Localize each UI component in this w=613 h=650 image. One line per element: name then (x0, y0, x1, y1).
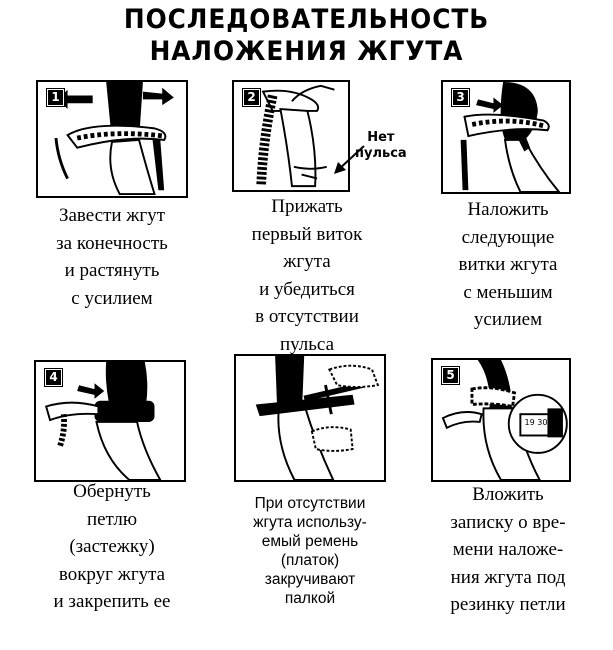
no-pulse-label: Нет пульса (355, 130, 407, 161)
step-5-caption: Вложить записку о вре- мени наложе- ния жгута под резинку петли (450, 484, 566, 615)
step-4-illustration (34, 360, 186, 482)
step-4-caption: Обернуть петлю (застежку) вокруг жгута и закрепить ее (53, 481, 171, 612)
step-2-caption: Прижать первый виток жгута и убедиться в отсутствии пульса (251, 196, 363, 355)
step-3-caption: Наложить следующие витки жгута с меньшим усилием (458, 199, 558, 330)
page-title-line-2: НАЛОЖЕНИЯ ЖГУТА (149, 36, 464, 67)
step-4-number-badge: 4 (44, 368, 63, 387)
step-5-number-badge: 5 (441, 366, 460, 385)
step-5-illustration (431, 358, 571, 482)
page-title-line-1: ПОСЛЕДОВАТЕЛЬНОСТЬ (123, 4, 490, 35)
note-time-label: 19 30 (524, 418, 548, 427)
step-3-illustration (441, 80, 571, 194)
step-1-illustration (36, 80, 188, 198)
stick-method-caption: При отсутствии жгута использу- емый ремень (платок) закручивают палкой (253, 495, 367, 607)
step-1-caption: Завести жгут за конечность и растянуть с усилием (56, 205, 168, 309)
stick-method-illustration (234, 354, 386, 482)
stick-method-drawing (236, 356, 384, 480)
step-2-number-badge: 2 (242, 88, 261, 107)
step-3-number-badge: 3 (451, 88, 470, 107)
step-1-number-badge: 1 (46, 88, 65, 107)
